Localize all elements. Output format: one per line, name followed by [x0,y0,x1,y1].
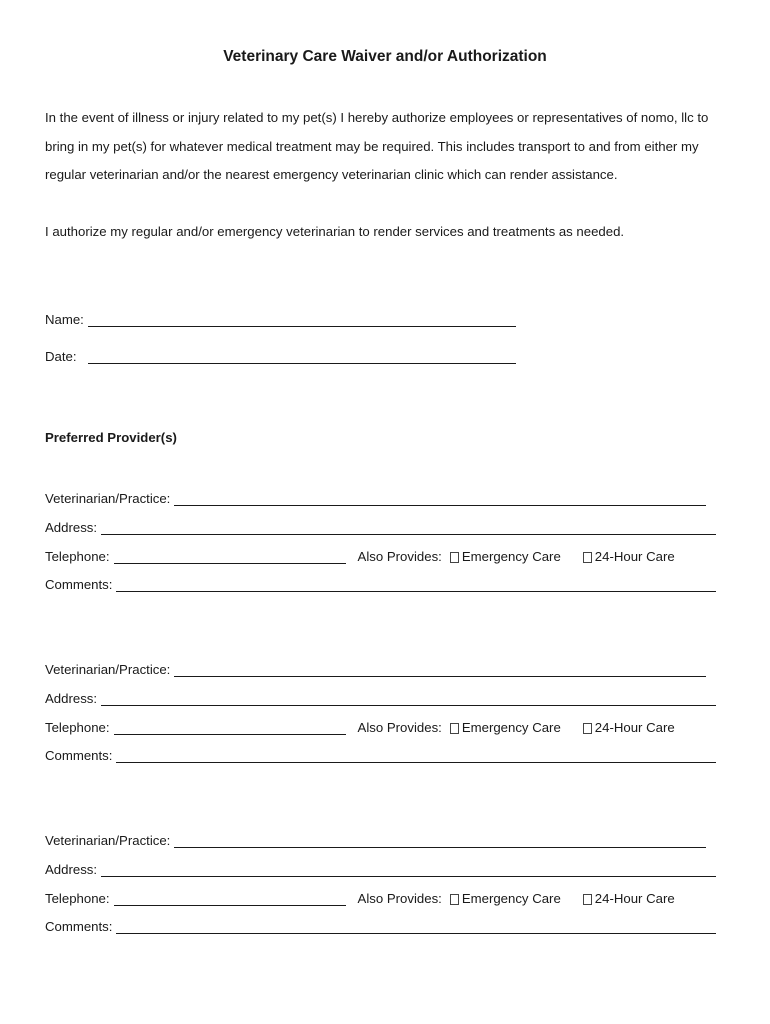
date-label: Date: [45,349,77,364]
date-field[interactable] [88,349,516,364]
address-field[interactable] [101,862,716,877]
telephone-label: Telephone: [45,720,110,735]
address-label: Address: [45,862,98,877]
vet-practice-field[interactable] [174,491,706,506]
comments-field[interactable] [116,919,716,934]
comments-label: Comments: [45,919,113,934]
24-hour-care-label: 24-Hour Care [594,891,675,906]
emergency-care-option[interactable] [450,891,561,906]
emergency-care-option[interactable] [450,549,561,564]
address-label: Address: [45,691,98,706]
telephone-row [45,546,675,564]
preferred-providers-heading: Preferred Provider(s) [45,430,177,445]
24-hour-care-option[interactable] [583,549,675,564]
name-label: Name: [45,312,84,327]
24-hour-care-checkbox[interactable] [583,723,592,734]
24-hour-care-option[interactable] [583,891,675,906]
also-provides-label: Also Provides: [357,549,442,564]
emergency-care-checkbox[interactable] [450,552,459,563]
telephone-field[interactable] [114,549,346,564]
name-field[interactable] [88,312,516,327]
name-field-row [45,309,516,327]
comments-row [45,916,716,934]
address-field[interactable] [101,691,716,706]
comments-label: Comments: [45,748,113,763]
telephone-row [45,717,675,735]
emergency-care-checkbox[interactable] [450,723,459,734]
date-field-row [45,346,516,364]
vet-practice-field[interactable] [174,662,706,677]
24-hour-care-label: 24-Hour Care [594,720,675,735]
vet-practice-label: Veterinarian/Practice: [45,833,171,848]
emergency-care-label: Emergency Care [461,549,561,564]
vet-practice-row [45,659,706,677]
telephone-label: Telephone: [45,549,110,564]
vet-practice-row [45,488,706,506]
address-field[interactable] [101,520,716,535]
comments-field[interactable] [116,577,716,592]
comments-label: Comments: [45,577,113,592]
comments-field[interactable] [116,748,716,763]
telephone-label: Telephone: [45,891,110,906]
telephone-row [45,888,675,906]
telephone-field[interactable] [114,891,346,906]
24-hour-care-checkbox[interactable] [583,894,592,905]
vet-practice-field[interactable] [174,833,706,848]
emergency-care-label: Emergency Care [461,720,561,735]
24-hour-care-option[interactable] [583,720,675,735]
vet-practice-row [45,830,706,848]
address-label: Address: [45,520,98,535]
comments-row [45,574,716,592]
telephone-field[interactable] [114,720,346,735]
address-row [45,517,716,535]
emergency-care-option[interactable] [450,720,561,735]
emergency-care-label: Emergency Care [461,891,561,906]
services-paragraph: I authorize my regular and/or emergency veterinarian to render services and treatments as needed. [45,224,625,239]
also-provides-label: Also Provides: [357,720,442,735]
24-hour-care-checkbox[interactable] [583,552,592,563]
address-row [45,688,716,706]
vet-practice-label: Veterinarian/Practice: [45,662,171,677]
authorization-paragraph: In the event of illness or injury related to my pet(s) I hereby authorize employees or representatives of nomo, llc to bring in my pet(s) for whatever medical treatment may be required. This includes transport to and from either my regular veterinarian and/or the nearest emergency veterinarian clinic which can render assistance. [45,110,709,182]
address-row [45,859,716,877]
also-provides-label: Also Provides: [357,891,442,906]
vet-practice-label: Veterinarian/Practice: [45,491,171,506]
24-hour-care-label: 24-Hour Care [594,549,675,564]
document-title: Veterinary Care Waiver and/or Authorization [223,48,547,65]
comments-row [45,745,716,763]
emergency-care-checkbox[interactable] [450,894,459,905]
